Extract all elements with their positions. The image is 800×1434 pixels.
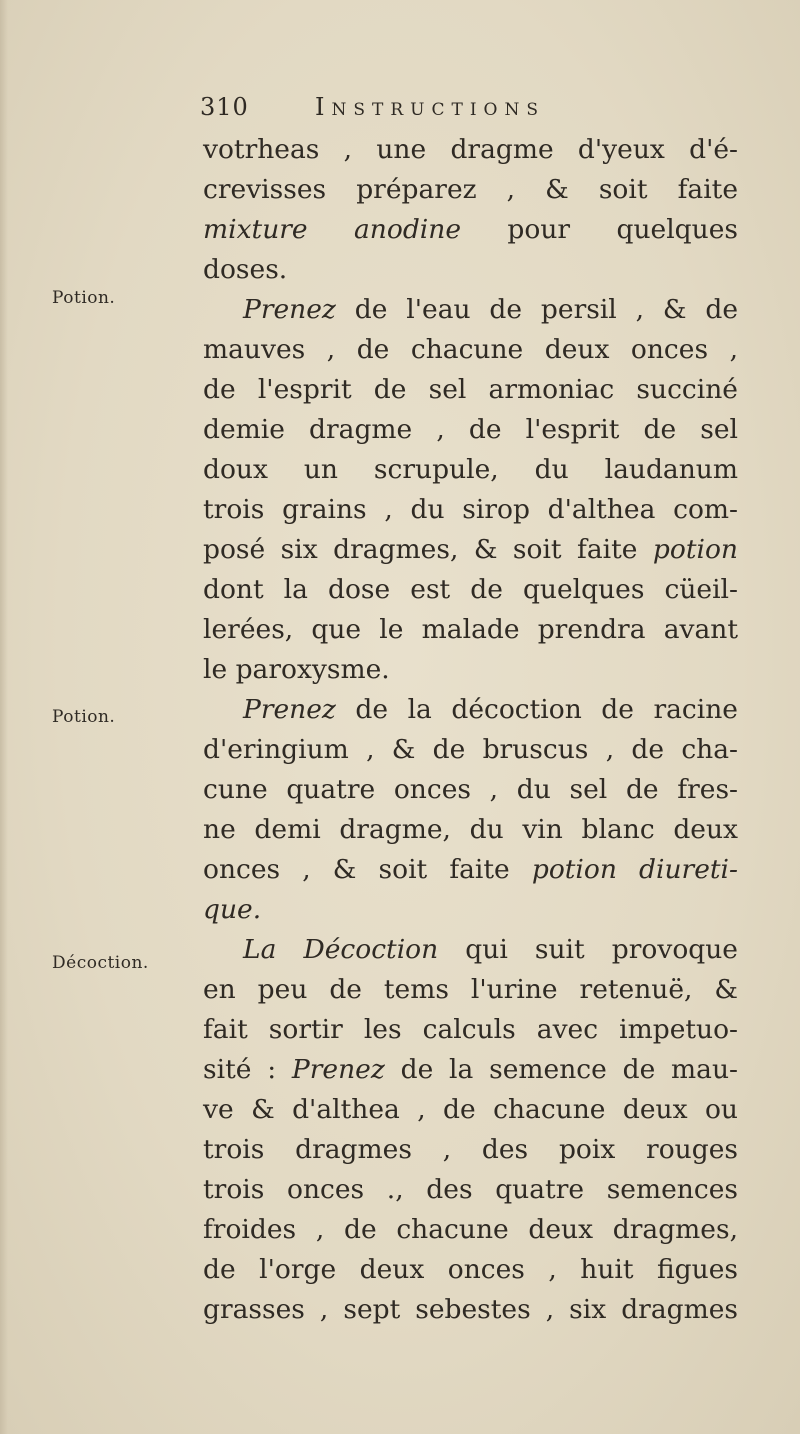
text-segment: trois grains , du sirop d'althea com-: [203, 494, 738, 525]
text-segment: votrheas , une dragme d'yeux d'é-: [203, 134, 738, 165]
text-line: [203, 1010, 738, 1050]
text-segment: de la décoction de racine: [335, 694, 738, 725]
text-line: [203, 290, 738, 330]
italic-text: La Décoction: [243, 934, 439, 965]
running-title: Instructions: [315, 93, 545, 121]
text-line: [203, 650, 738, 690]
text-segment: crevisses préparez , & soit faite: [203, 174, 738, 205]
margin-note-decoction: Décoction.: [52, 953, 149, 973]
italic-text: Prenez: [291, 1054, 385, 1085]
text-line: [203, 570, 738, 610]
text-segment: doses.: [203, 254, 288, 285]
page-number: 310: [200, 93, 249, 121]
text-segment: froides , de chacune deux dragmes,: [203, 1214, 738, 1245]
text-segment: trois dragmes , des poix rouges: [203, 1134, 738, 1165]
text-segment: lerées, que le malade prendra avant: [203, 614, 738, 645]
italic-text: Prenez: [243, 694, 336, 725]
text-line: [203, 410, 738, 450]
text-segment: demie dragme , de l'esprit de sel: [203, 414, 738, 445]
text-line: [203, 210, 738, 250]
text-segment: trois onces ., des quatre semences: [203, 1174, 738, 1205]
text-line: [203, 1210, 738, 1250]
text-line: [203, 850, 738, 890]
text-segment: mauves , de chacune deux onces ,: [203, 334, 738, 365]
text-segment: qui suit provoque: [438, 934, 738, 965]
text-segment: de l'orge deux onces , huit figues: [203, 1254, 738, 1285]
text-line: [203, 970, 738, 1010]
italic-text: que.: [203, 894, 262, 925]
text-line: [203, 1170, 738, 1210]
text-line: [203, 1130, 738, 1170]
text-segment: sité :: [203, 1054, 292, 1085]
italic-text: Prenez: [243, 294, 336, 325]
text-segment: posé six dragmes, & soit faite: [203, 534, 653, 565]
text-segment: fait sortir les calculs avec impetuo-: [203, 1014, 738, 1045]
text-segment: doux un scrupule, du laudanum: [203, 454, 738, 485]
text-line: [203, 1090, 738, 1130]
italic-text: potion: [652, 534, 738, 565]
text-segment: ve & d'althea , de chacune deux ou: [203, 1094, 738, 1125]
text-line: [203, 250, 738, 290]
text-segment: en peu de tems l'urine retenuë, &: [203, 974, 738, 1005]
text-line: [203, 730, 738, 770]
page-edge-shadow: [0, 0, 8, 1434]
text-segment: pour quelques: [461, 214, 738, 245]
text-line: [203, 330, 738, 370]
text-segment: le paroxysme.: [203, 654, 390, 685]
text-line: [203, 890, 738, 930]
text-segment: de l'esprit de sel armoniac succiné: [203, 374, 738, 405]
text-segment: d'eringium , & de bruscus , de cha-: [203, 734, 738, 765]
text-line: [203, 610, 738, 650]
text-line: [203, 810, 738, 850]
text-line: [203, 490, 738, 530]
text-line: [203, 130, 738, 170]
body-text: [203, 130, 738, 1330]
margin-note-potion-2: Potion.: [52, 707, 116, 727]
page-header: [200, 93, 640, 129]
text-segment: ne demi dragme, du vin blanc deux: [203, 814, 738, 845]
text-line: [203, 930, 738, 970]
text-line: [203, 1290, 738, 1330]
text-line: [203, 370, 738, 410]
text-line: [203, 170, 738, 210]
text-segment: cune quatre onces , du sel de fres-: [203, 774, 738, 805]
text-segment: dont la dose est de quelques cüeil-: [203, 574, 738, 605]
italic-text: mixture anodine: [203, 214, 462, 245]
text-line: [203, 450, 738, 490]
text-segment: onces , & soit faite: [203, 854, 532, 885]
italic-text: potion diureti-: [531, 854, 738, 885]
text-segment: grasses , sept sebestes , six dragmes: [203, 1294, 738, 1325]
text-segment: de l'eau de persil , & de: [335, 294, 738, 325]
text-line: [203, 690, 738, 730]
text-line: [203, 1050, 738, 1090]
text-segment: de la semence de mau-: [384, 1054, 738, 1085]
margin-note-potion-1: Potion.: [52, 288, 116, 308]
text-line: [203, 530, 738, 570]
text-line: [203, 1250, 738, 1290]
text-line: [203, 770, 738, 810]
